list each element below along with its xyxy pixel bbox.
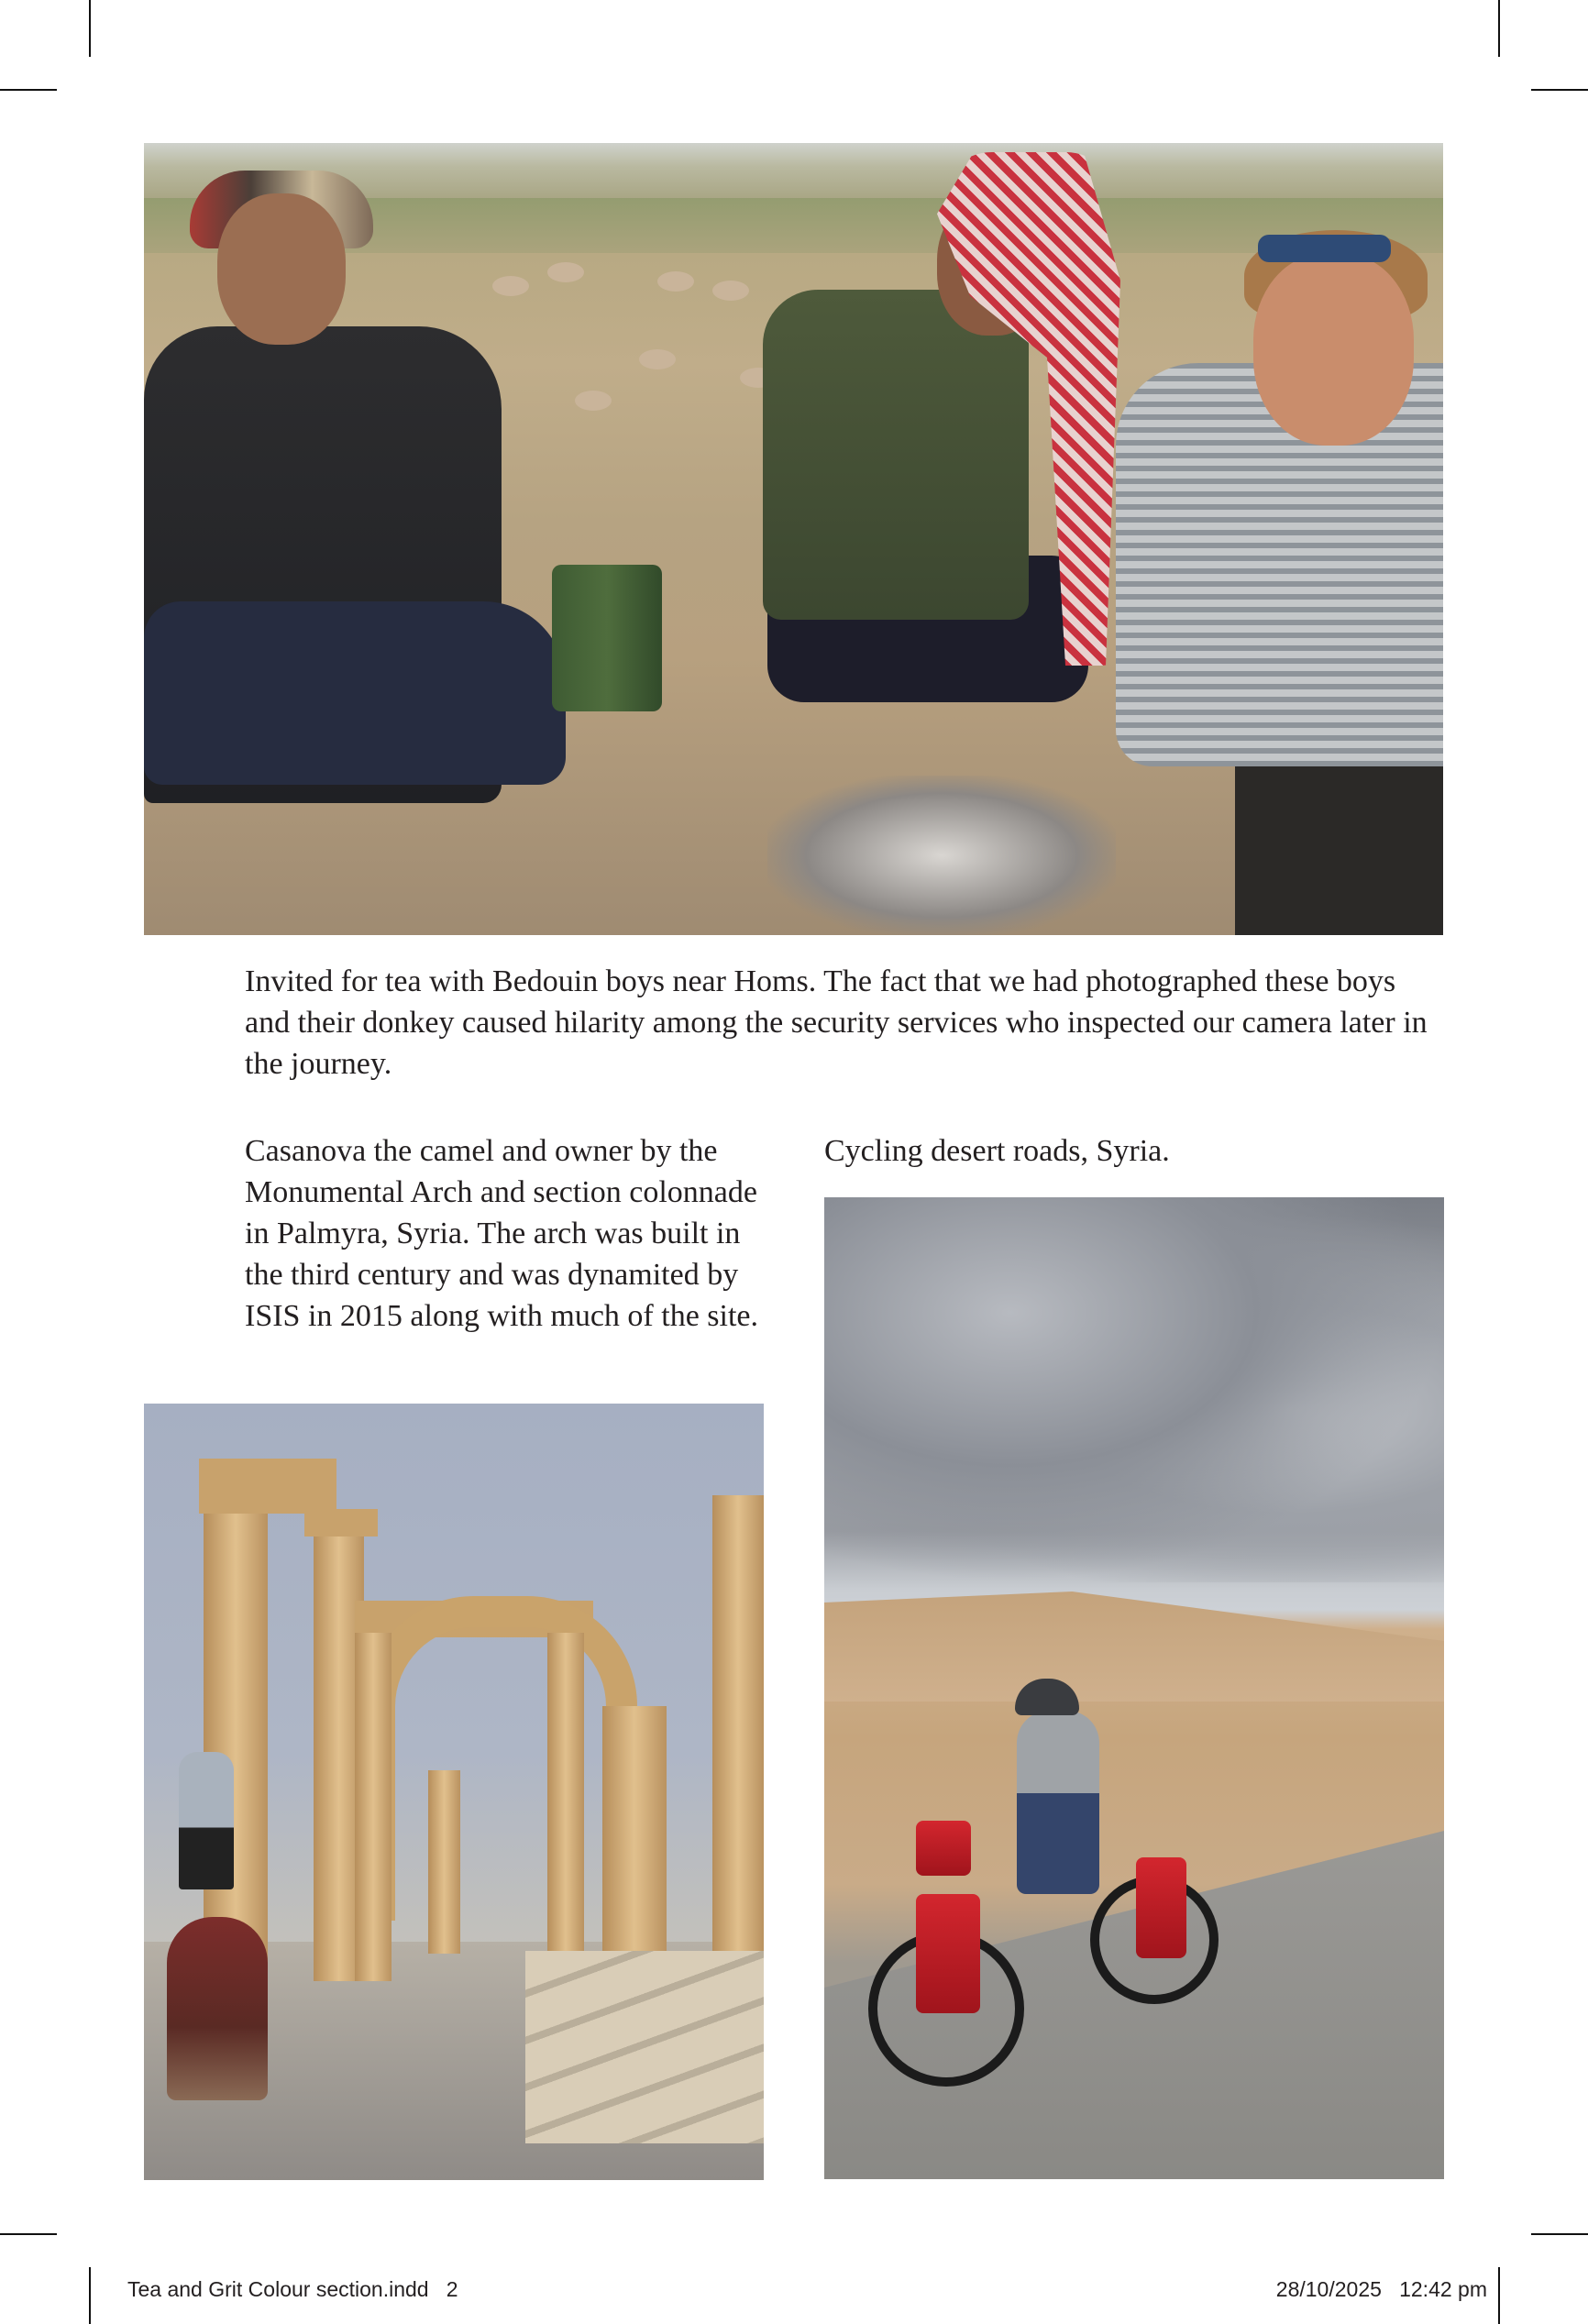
crop-mark-top-right bbox=[1498, 0, 1500, 57]
palmyra-arch-caption: Casanova the camel and owner by the Monumental Arch and section colonnade in Palmyra, Syria. The arch was built in the third century and was dynamited by ISIS in 2015 along with much of the site. bbox=[245, 1134, 759, 1333]
bedouin-tea-photo bbox=[144, 143, 1443, 935]
slug-timestamp bbox=[1276, 2277, 1487, 2302]
cycling-caption: Cycling desert roads, Syria. bbox=[824, 1134, 1170, 1168]
slug-file-info bbox=[127, 2277, 458, 2302]
slug-file-name: Tea and Grit Colour section.indd bbox=[127, 2277, 429, 2301]
crop-mark-bottom-right-h bbox=[1531, 2233, 1588, 2235]
crop-mark-top-left bbox=[89, 0, 91, 57]
crop-mark-bottom-left-h bbox=[0, 2233, 57, 2235]
cycling-photo bbox=[824, 1197, 1444, 2179]
crop-mark-bottom-left bbox=[89, 2267, 91, 2324]
crop-mark-bottom-right bbox=[1498, 2267, 1500, 2324]
slug-time: 12:42 pm bbox=[1399, 2277, 1487, 2301]
slug-page-number: 2 bbox=[446, 2277, 458, 2301]
crop-mark-top-left-h bbox=[0, 89, 57, 91]
bedouin-tea-caption: Invited for tea with Bedouin boys near Homs. The fact that we had photographed these boys and their donkey caused hilarity among the security services who inspected our camera later in the journey. bbox=[245, 964, 1428, 1081]
slug-date: 28/10/2025 bbox=[1275, 2277, 1382, 2301]
palmyra-arch-photo bbox=[144, 1404, 764, 2180]
crop-mark-top-right-h bbox=[1531, 89, 1588, 91]
